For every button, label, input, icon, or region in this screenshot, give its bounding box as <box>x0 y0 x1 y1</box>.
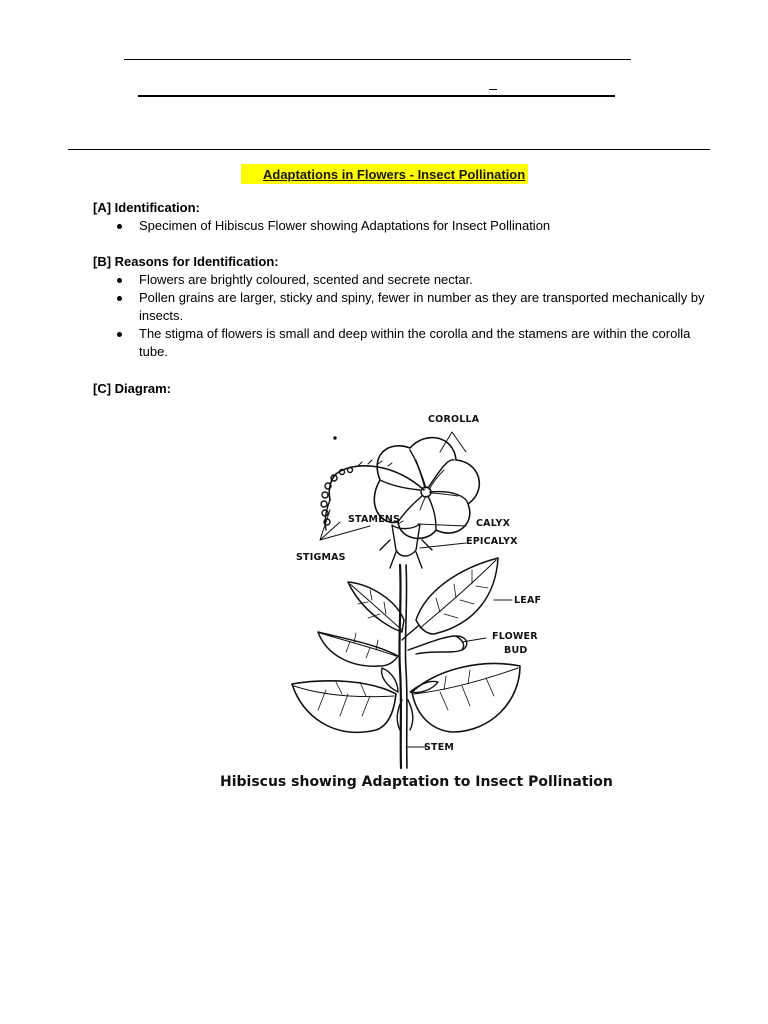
section-heading: [B] Reasons for Identification: <box>93 254 279 269</box>
section-diagram <box>93 380 713 398</box>
header-rule-bottom <box>68 149 710 150</box>
list-item <box>93 217 713 235</box>
header-rule-middle <box>138 95 615 97</box>
list-item-text: Specimen of Hibiscus Flower showing Adaptations for Insect Pollination <box>139 218 551 233</box>
bullet-list <box>93 271 713 361</box>
label-leaf: LEAF <box>514 595 542 606</box>
list-item-text: The stigma of flowers is small and deep within the corolla and the stamens are within the corolla tube. <box>139 326 691 359</box>
list-item-text: Flowers are brightly coloured, scented and secrete nectar. <box>139 272 473 287</box>
list-item <box>93 289 713 325</box>
label-calyx: CALYX <box>476 518 511 529</box>
bullet-icon <box>117 224 122 229</box>
hibiscus-drawing <box>230 400 620 770</box>
title-highlight <box>241 164 528 184</box>
label-corolla: COROLLA <box>428 414 480 425</box>
header-rule-mark <box>489 89 497 90</box>
bullet-icon <box>117 278 122 283</box>
bullet-list <box>93 217 713 235</box>
list-item <box>93 271 713 289</box>
bullet-icon <box>117 332 122 337</box>
section-reasons <box>93 253 713 361</box>
hibiscus-diagram <box>230 400 620 770</box>
list-item-text: Pollen grains are larger, sticky and spiny, fewer in number as they are transported mechanically by insects. <box>139 290 705 323</box>
label-epicalyx: EPICALYX <box>466 536 518 547</box>
header-rule-top <box>124 59 631 60</box>
label-bud: BUD <box>504 645 528 656</box>
diagram-caption: Hibiscus showing Adaptation to Insect Pollination <box>220 774 613 790</box>
section-heading: [A] Identification: <box>93 200 200 215</box>
label-stamens: STAMENS <box>348 514 401 525</box>
label-stem: STEM <box>424 742 455 753</box>
section-heading: [C] Diagram: <box>93 381 172 396</box>
list-item <box>93 325 713 361</box>
label-flower: FLOWER <box>492 631 538 642</box>
page-title: Adaptations in Flowers - Insect Pollination <box>263 166 526 182</box>
bullet-icon <box>117 296 122 301</box>
section-identification <box>93 199 713 235</box>
label-stigmas: STIGMAS <box>296 552 346 563</box>
